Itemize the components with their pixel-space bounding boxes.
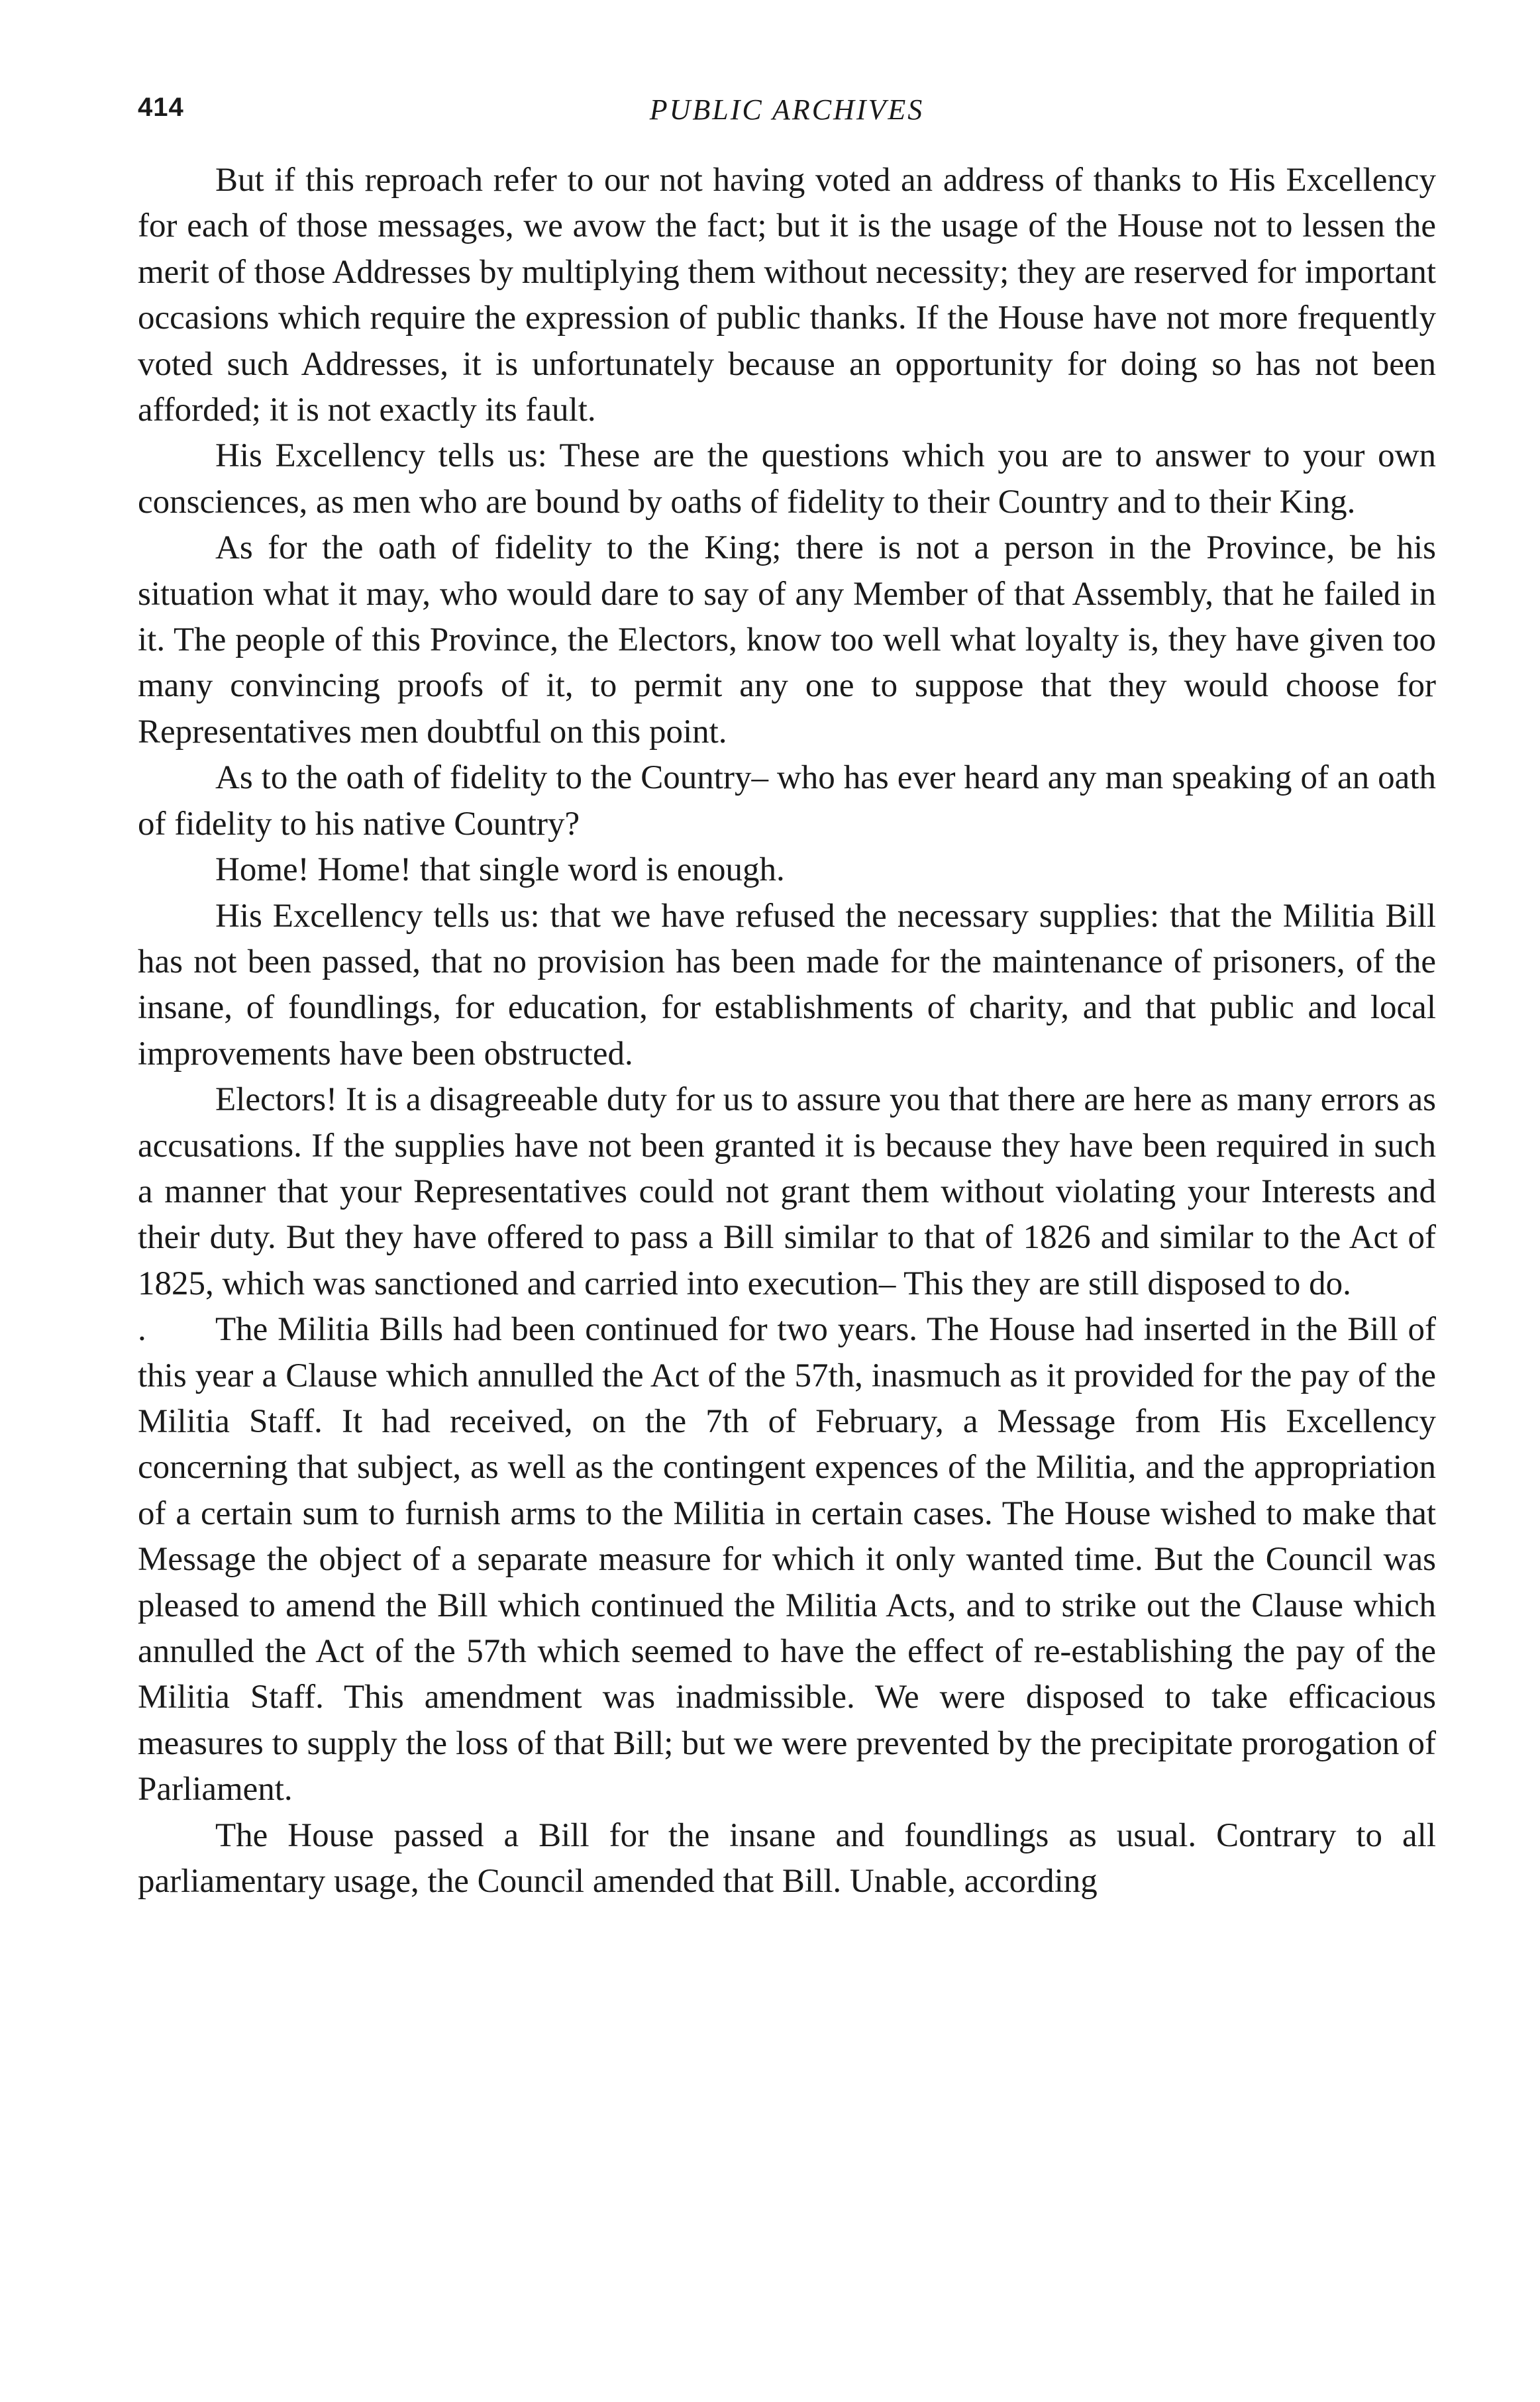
paragraph-7: Electors! It is a disagreeable duty for us to assure you that there are here as many errors as accusations. If the supplies have not been granted it is because they have been required in such a manner that your Representatives could not grant them without violating your Interests and their duty. But they have offered to pass a Bill similar to that of 1826 and similar to the Act of 1825, which was sanctioned and carried into execution– This they are still disposed to do. [138,1081,1436,1302]
page-header [138,93,1436,132]
paragraph-5: Home! Home! that single word is enough. [215,851,785,889]
paragraph-3: As for the oath of fidelity to the King; there is not a person in the Province, be his situation what it may, who would dare to say of any Member of that Assembly, that he failed in it. The people of this Province, the Electors, know too well what loyalty is, they have given too many convincing proofs of it, to permit any one to suppose that they would choose for Representatives men doubtful on this point. [138,529,1436,751]
paragraph-9: The House passed a Bill for the insane and foundlings as usual. Contrary to all parliamentary usage, the Council amended that Bill. Unable, according [138,1816,1436,1901]
paragraph-4: As to the oath of fidelity to the Country– who has ever heard any man speaking of an oath of fidelity to his native Country? [138,759,1436,843]
body-text [138,158,1436,1905]
paragraph-1: But if this reproach refer to our not having voted an address of thanks to His Excellency for each of those messages, we avow the fact; but it is the usage of the House not to lessen the merit of those Addresses by multiplying them without necessity; they are reserved for important occasions which require the expression of public thanks. If the House have not more frequently voted such Addresses, it is unfortunately because an opportunity for doing so has not been afforded; it is not exactly its fault. [138,162,1436,429]
paragraph-2: His Excellency tells us: These are the questions which you are to answer to your own consciences, as men who are bound by oaths of fidelity to their Country and to their King. [138,437,1436,521]
paragraph-8-text: The Militia Bills had been continued for two years. The House had inserted in the Bill of this year a Clause which annulled the Act of the 57th, inasmuch as it provided for the pay of the Militia Staff. It had received, on the 7th of February, a Message from His Excellency concerning that subject, as well as the contingent expences of the Militia, and the appropriation of a certain sum to furnish arms to the Militia in certain cases. The House wished to make that Message the object of a separate measure for which it only wanted time. But the Council was pleased to amend the Bill which continued the Militia Acts, and to strike out the Clause which annulled the Act of the 57th which seemed to have the effect of re-establishing the pay of the Militia Staff. This amendment was inadmissible. We were disposed to take efficacious measures to supply the loss of that Bill; but we were prevented by the precipitate prorogation of Parliament. [138,1311,1436,1808]
paragraph-lead-mark: . [138,1311,146,1349]
running-title: PUBLIC ARCHIVES [649,93,925,126]
paragraph-6: His Excellency tells us: that we have refused the necessary supplies: that the Militia Bill has not been passed, that no provision has been made for the maintenance of prisoners, of the insane, of foundlings, for education, for establishments of charity, and that public and local improvements have been obstructed. [138,897,1436,1072]
page-number: 414 [138,93,184,122]
paragraph-8 [138,1307,1436,1812]
